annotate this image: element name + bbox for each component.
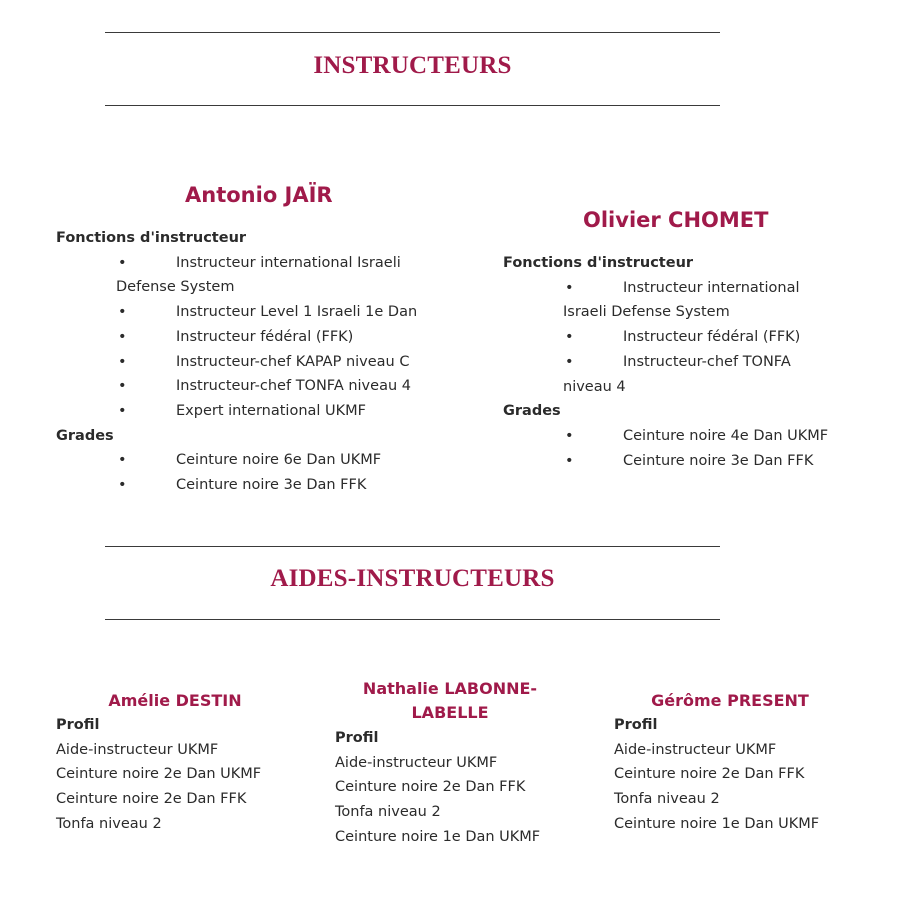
- list-item: • Instructeur international Israeli: [56, 251, 456, 276]
- list-item: • Ceinture noire 4e Dan UKMF: [503, 424, 883, 449]
- bullet-icon: •: [118, 402, 127, 419]
- bullet-icon: •: [118, 477, 127, 494]
- aide-2-name: [340, 677, 560, 725]
- aide-3-profile-heading: Profil: [614, 717, 658, 733]
- list-item: Aide-instructeur UKMF: [614, 741, 777, 758]
- aide-2-profile-heading: Profil: [335, 730, 379, 746]
- list-item: Tonfa niveau 2: [335, 804, 441, 821]
- list-item: • Ceinture noire 6e Dan UKMF: [56, 448, 456, 473]
- instructor-2-functions-heading: Fonctions d'instructeur: [503, 255, 694, 271]
- list-item: Ceinture noire 2e Dan UKMF: [56, 766, 262, 783]
- bullet-icon: •: [565, 452, 574, 469]
- bullet-icon: •: [565, 329, 574, 346]
- instructors-section-title: INSTRUCTEURS: [313, 52, 512, 79]
- list-item: Ceinture noire 1e Dan UKMF: [335, 828, 541, 845]
- aide-3-name: Gérôme PRESENT: [651, 691, 809, 710]
- list-item: Ceinture noire 2e Dan FFK: [335, 779, 526, 796]
- aide-1-name: Amélie DESTIN: [108, 691, 242, 710]
- list-item-continuation: Israeli Defense System: [563, 304, 730, 321]
- list-item: • Instructeur fédéral (FFK): [503, 325, 883, 350]
- instructor-1-name: Antonio JAÏR: [185, 183, 333, 207]
- list-item: • Instructeur fédéral (FFK): [56, 325, 456, 350]
- bullet-icon: •: [118, 353, 127, 370]
- top-rule: [105, 32, 720, 33]
- aides-bottom-rule: [105, 619, 720, 620]
- aides-section-title: AIDES-INSTRUCTEURS: [270, 565, 555, 592]
- aide-3-card: [614, 713, 864, 837]
- bullet-icon: •: [118, 254, 127, 271]
- list-item-continuation: niveau 4: [563, 378, 626, 395]
- list-item: • Instructeur-chef TONFA niveau 4: [56, 374, 456, 399]
- instructor-2-name: Olivier CHOMET: [583, 208, 769, 232]
- aides-top-rule: [105, 546, 720, 547]
- bullet-icon: •: [565, 353, 574, 370]
- bullet-icon: •: [118, 452, 127, 469]
- aide-2-name-line-1: Nathalie LABONNE-: [362, 679, 538, 698]
- aide-1-profile-heading: Profil: [56, 717, 100, 733]
- list-item: • Ceinture noire 3e Dan FFK: [503, 449, 883, 474]
- list-item: Ceinture noire 2e Dan FFK: [614, 766, 805, 783]
- aide-2-name-line-2: LABELLE: [411, 703, 489, 722]
- list-item-continuation: Defense System: [116, 279, 235, 296]
- bullet-icon: •: [118, 304, 127, 321]
- bullet-icon: •: [565, 427, 574, 444]
- list-item: • Expert international UKMF: [56, 399, 456, 424]
- list-item: Tonfa niveau 2: [614, 791, 720, 808]
- bullet-icon: •: [118, 378, 127, 395]
- list-item: • Instructeur-chef KAPAP niveau C: [56, 350, 456, 375]
- instructor-1-card: [56, 226, 456, 498]
- list-item: • Instructeur-chef TONFA: [503, 350, 883, 375]
- instructor-1-functions-heading: Fonctions d'instructeur: [56, 230, 247, 246]
- list-item: Tonfa niveau 2: [56, 815, 162, 832]
- list-item: Aide-instructeur UKMF: [335, 754, 498, 771]
- list-item: Aide-instructeur UKMF: [56, 741, 219, 758]
- bullet-icon: •: [565, 279, 574, 296]
- list-item: • Ceinture noire 3e Dan FFK: [56, 473, 456, 498]
- instructor-2-card: [503, 251, 883, 473]
- instructors-bottom-rule: [105, 105, 720, 106]
- bullet-icon: •: [118, 328, 127, 345]
- instructor-1-grades-heading: Grades: [56, 427, 114, 444]
- list-item: • Instructeur international: [503, 276, 883, 301]
- list-item: • Instructeur Level 1 Israeli 1e Dan: [56, 300, 456, 325]
- aide-1-card: [56, 713, 306, 837]
- instructor-2-grades-heading: Grades: [503, 403, 561, 420]
- list-item: Ceinture noire 1e Dan UKMF: [614, 815, 820, 832]
- aide-2-card: [335, 726, 585, 850]
- list-item: Ceinture noire 2e Dan FFK: [56, 791, 247, 808]
